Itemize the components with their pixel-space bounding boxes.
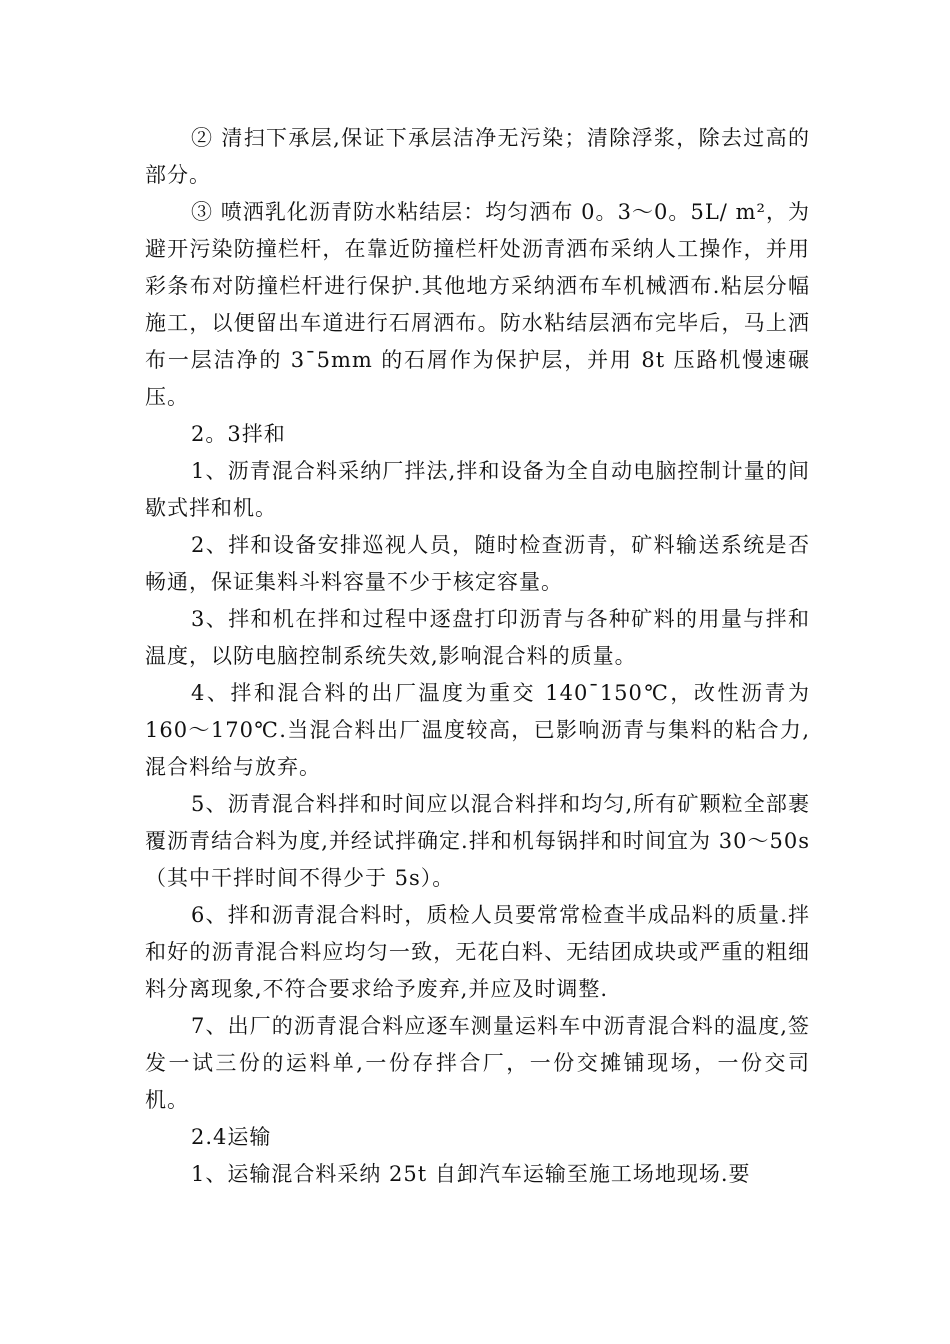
paragraph-spray-tack-coat: ③ 喷洒乳化沥青防水粘结层：均匀洒布 0。3～0。5L/ m²，为避开污染防撞栏杆，在靠近防撞栏杆处沥青洒布采纳人工操作，并用彩条布对防撞栏杆进行保护.其他地方采纳洒布车机械洒布.粘层分幅施工，以便留出车道进行石屑洒布。防水粘结层洒布完毕后，马上洒布一层洁净的 3¯5mm 的石屑作为保护层，并用 8t 压路机慢速碾压。 xyxy=(145,200,810,409)
paragraph-mixing-item-4: 4、拌和混合料的出厂温度为重交 140¯150℃，改性沥青为 160～170℃.当混合料出厂温度较高，已影响沥青与集料的粘合力,混合料给与放弃。 xyxy=(145,681,810,779)
paragraph-mixing-item-5: 5、沥青混合料拌和时间应以混合料拌和均匀,所有矿颗粒全部裹覆沥青结合料为度,并经试拌确定.拌和机每锅拌和时间宜为 30～50s（其中干拌时间不得少于 5s）。 xyxy=(145,792,810,890)
paragraph-mixing-item-7: 7、出厂的沥青混合料应逐车测量运料车中沥青混合料的温度,签发一试三份的运料单,一份存拌合厂，一份交摊铺现场，一份交司机。 xyxy=(145,1014,810,1112)
section-heading-mixing: 2。3拌和 xyxy=(191,422,286,446)
section-heading-transport: 2.4运输 xyxy=(191,1125,272,1149)
paragraph-mixing-item-6: 6、拌和沥青混合料时，质检人员要常常检查半成品料的质量.拌和好的沥青混合料应均匀一致，无花白料、无结团成块或严重的粗细料分离现象,不符合要求给予废弃,并应及时调整. xyxy=(145,903,810,1001)
paragraph-mixing-item-1: 1、沥青混合料采纳厂拌法,拌和设备为全自动电脑控制计量的间歇式拌和机。 xyxy=(145,459,810,520)
paragraph-mixing-item-3: 3、拌和机在拌和过程中逐盘打印沥青与各种矿料的用量与拌和温度，以防电脑控制系统失效,影响混合料的质量。 xyxy=(145,607,810,668)
paragraph-mixing-item-2: 2、拌和设备安排巡视人员，随时检查沥青，矿料输送系统是否畅通，保证集料斗料容量不少于核定容量。 xyxy=(145,533,810,594)
paragraph-transport-item-1: 1、运输混合料采纳 25t 自卸汽车运输至施工场地现场.要 xyxy=(191,1162,751,1186)
document-body xyxy=(145,120,810,1193)
paragraph-clean-base-layer: ② 清扫下承层,保证下承层洁净无污染；清除浮浆，除去过高的部分。 xyxy=(145,126,810,187)
